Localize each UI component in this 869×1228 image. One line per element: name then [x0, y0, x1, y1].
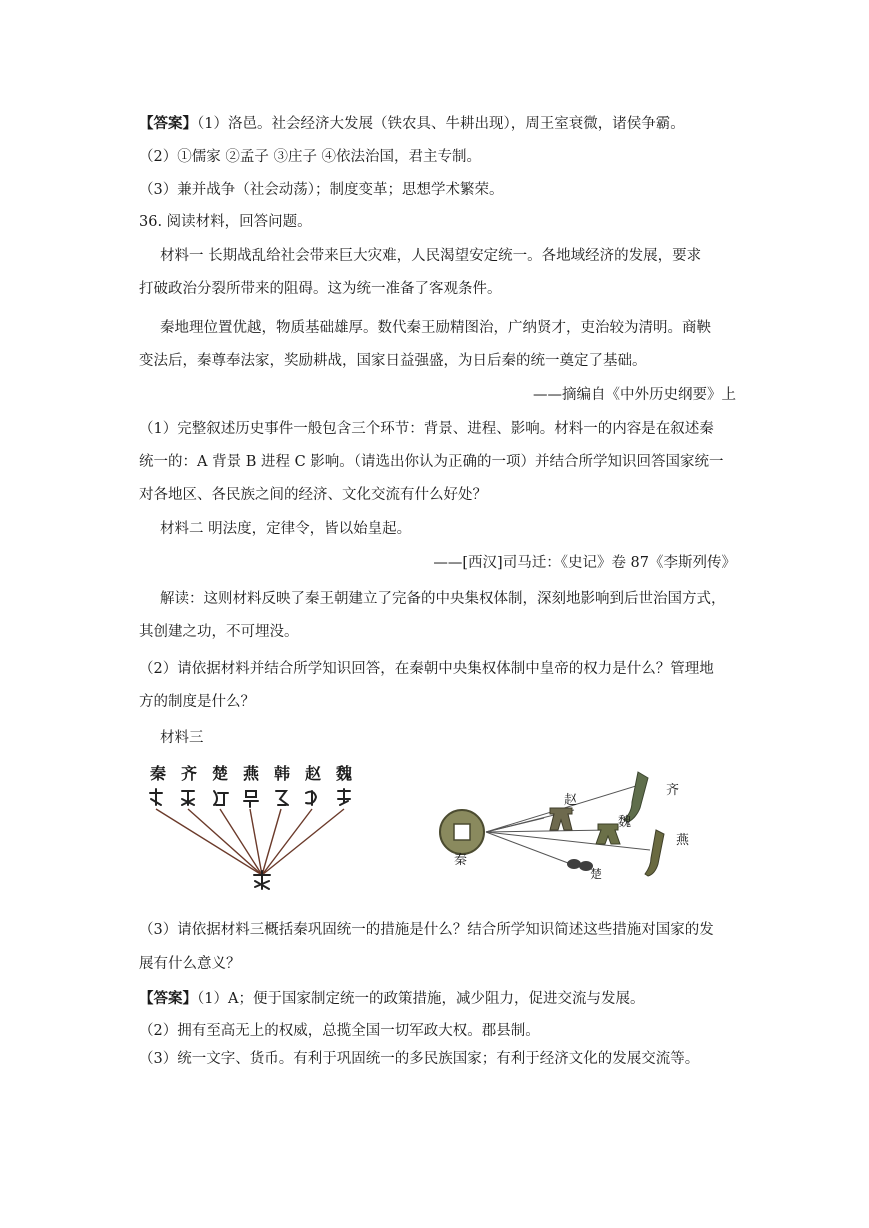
- glyph-zhao: [306, 791, 316, 805]
- coin-label-yan: 燕: [676, 833, 690, 848]
- material1-source: ——摘编自《中外历史纲要》上: [533, 387, 736, 403]
- answer-tag: 【答案】: [139, 990, 197, 1007]
- qin-round-coin: [440, 810, 484, 854]
- interpretation-line2: 其创建之功，不可埋没。: [139, 624, 299, 640]
- currency-unification-figure: [424, 768, 704, 880]
- answer1-line3: （3）兼并战争（社会动荡）；制度变革；思想学术繁荣。: [139, 182, 504, 198]
- state-label-yan: 燕: [243, 764, 260, 783]
- material2-line1: 材料二 明法度，定律令，皆以始皇起。: [160, 521, 412, 537]
- state-label-chu: 楚: [212, 764, 229, 783]
- question1-line3: 对各地区、各民族之间的经济、文化交流有什么好处？: [139, 487, 487, 503]
- script-unification-figure: [140, 763, 370, 898]
- glyph-wei: [338, 789, 350, 805]
- answer1-line2: （2）①儒家 ②孟子 ③庄子 ④依法治国，君主专制。: [139, 149, 482, 165]
- yan-knife-coin: [645, 830, 664, 876]
- glyph-qi: [182, 791, 194, 805]
- coin-label-zhao: 赵: [564, 793, 578, 808]
- convergence-lines: [156, 809, 344, 875]
- glyph-chu: [214, 791, 228, 805]
- state-label-wei: 魏: [336, 764, 353, 783]
- answer2-line2: （2）拥有至高无上的权威，总揽全国一切军政大权。郡县制。: [139, 1023, 540, 1039]
- question-title: 36. 阅读材料，回答问题。: [139, 214, 312, 230]
- state-label-han: 韩: [274, 764, 291, 783]
- glyph-han: [276, 791, 288, 805]
- material3-label: 材料三: [160, 730, 204, 746]
- glyph-yan: [244, 791, 258, 807]
- answer2-line3: （3）统一文字、货币。有利于巩固统一的多民族国家；有利于经济文化的发展交流等。: [139, 1051, 700, 1067]
- answer-tag: 【答案】: [139, 115, 197, 132]
- coin-label-wei: 魏: [618, 815, 632, 830]
- interpretation-line1: 解读：这则材料反映了秦王朝建立了完备的中央集权体制，深刻地影响到后世治国方式，: [160, 591, 726, 607]
- question1-line2: 统一的：A 背景 B 进程 C 影响。（请选出你认为正确的一项）并结合所学知识回答国家统一: [139, 454, 724, 470]
- coin-label-chu: 楚: [590, 867, 603, 880]
- ancient-script-glyphs: [150, 789, 350, 807]
- answer1-line1: 【答案】（1）洛邑。社会经济大发展（铁农具、牛耕出现），周王室衰微，诸侯争霸。: [139, 115, 685, 132]
- glyph-qin: [150, 789, 162, 805]
- material1-line3: 秦地理位置优越，物质基础雄厚。数代秦王励精图治，广纳贤才，吏治较为清明。商鞅: [160, 320, 711, 336]
- answer2-line1: 【答案】（1）A；便于国家制定统一的政策措施，减少阻力，促进交流与发展。: [139, 990, 645, 1007]
- question2-line1: （2）请依据材料并结合所学知识回答，在秦朝中央集权体制中皇帝的权力是什么？管理地: [139, 661, 714, 677]
- coin-label-qi: 齐: [666, 783, 680, 798]
- question3-line1: （3）请依据材料三概括秦巩固统一的措施是什么？结合所学知识简述这些措施对国家的发: [139, 922, 714, 938]
- state-label-qi: 齐: [181, 764, 198, 783]
- zhao-spade-coin: [550, 808, 572, 830]
- state-label-zhao: 赵: [305, 764, 322, 783]
- question3-line2: 展有什么意义？: [139, 956, 241, 972]
- material2-source: ——[西汉]司马迁：《史记》卷 87《李斯列传》: [433, 555, 736, 571]
- material1-line2: 打破政治分裂所带来的阻碍。这为统一准备了客观条件。: [139, 281, 502, 297]
- wei-spade-coin: [596, 824, 620, 844]
- question1-line1: （1）完整叙述历史事件一般包含三个环节：背景、进程、影响。材料一的内容是在叙述秦: [139, 421, 714, 437]
- glyph-qin-unified: [254, 871, 270, 889]
- question2-line2: 方的制度是什么？: [139, 694, 255, 710]
- material1-line1: 材料一 长期战乱给社会带来巨大灾难，人民渴望安定统一。各地域经济的发展，要求: [160, 248, 702, 264]
- state-label-qin: 秦: [150, 764, 167, 783]
- coin-label-qin: 秦: [454, 853, 468, 868]
- material1-line4: 变法后，秦尊奉法家，奖励耕战，国家日益强盛，为日后秦的统一奠定了基础。: [139, 353, 647, 369]
